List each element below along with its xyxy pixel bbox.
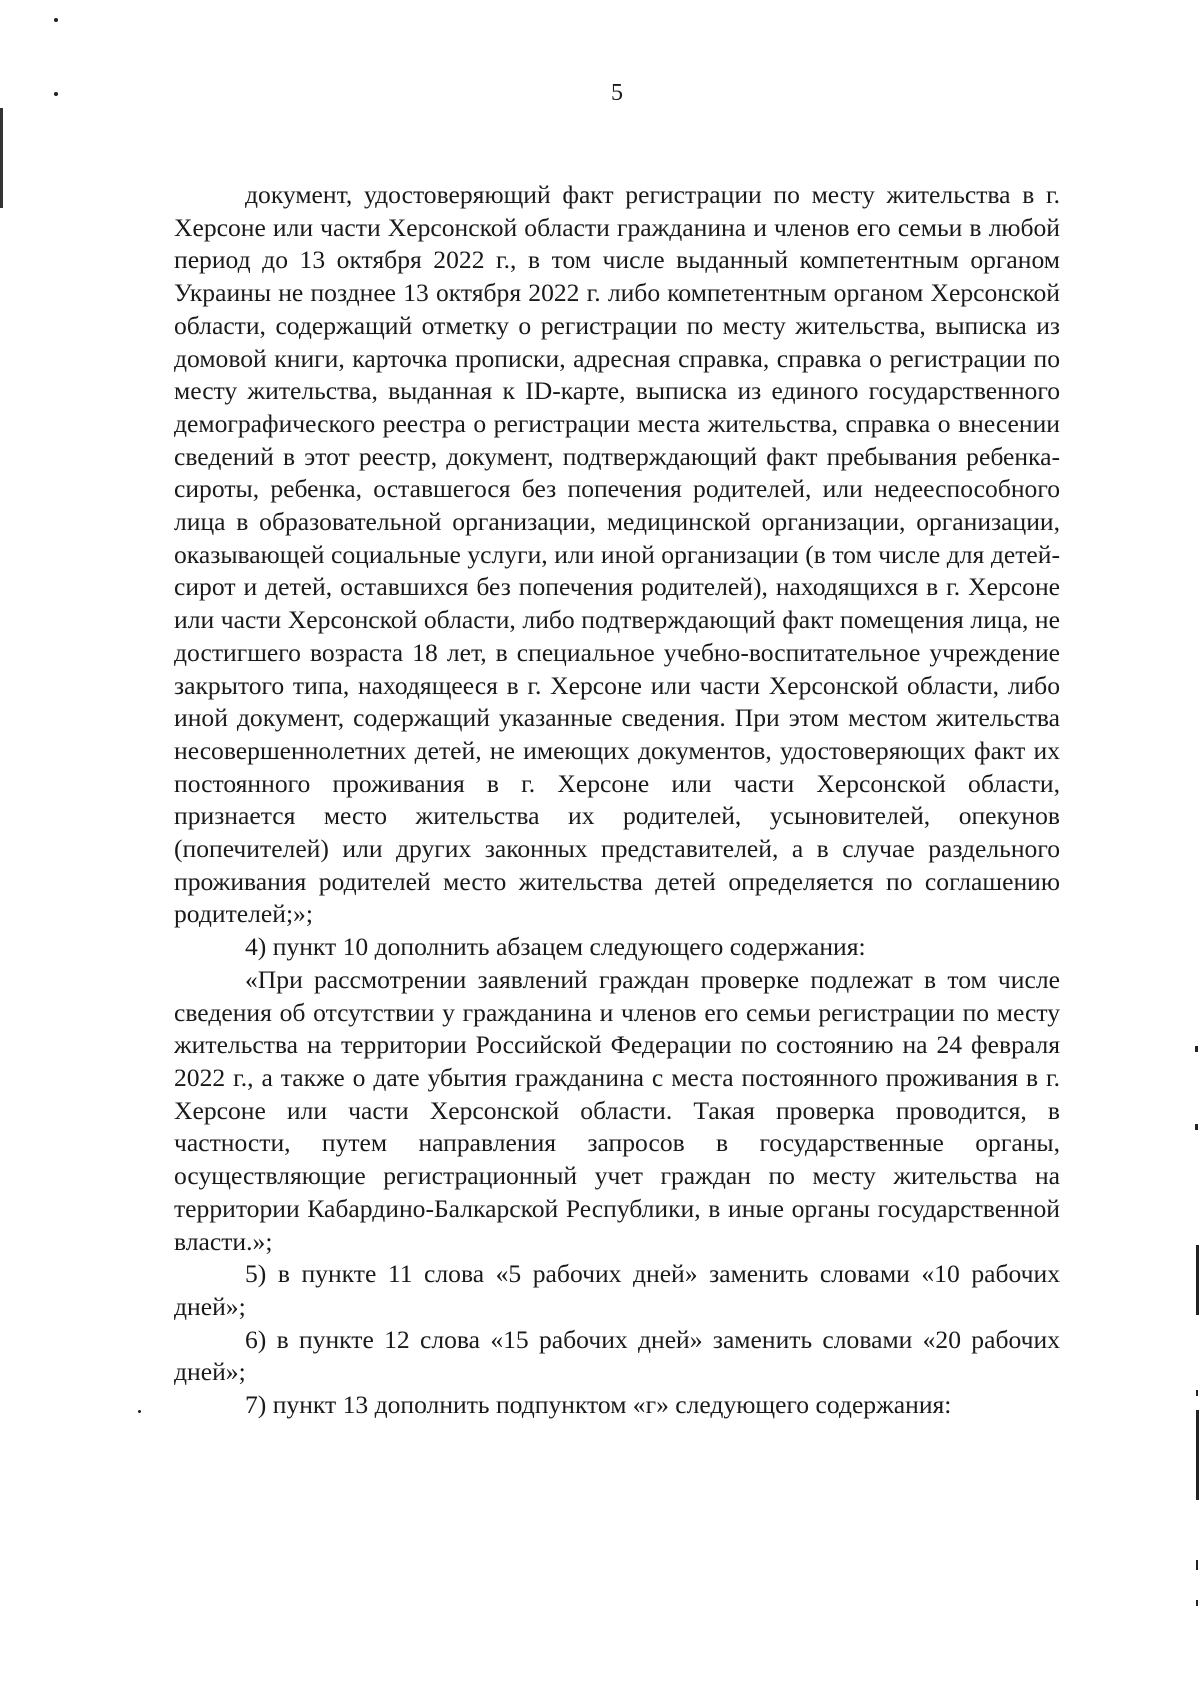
- document-body: [174, 179, 1060, 1422]
- scan-mark: [1196, 1560, 1198, 1570]
- scan-mark: [138, 1410, 141, 1413]
- paragraph-item-4: 4) пункт 10 дополнить абзацем следующего содержания:: [245, 932, 866, 962]
- scan-mark: [1196, 1410, 1199, 1500]
- scan-mark: [1195, 1124, 1198, 1130]
- scan-mark: [1196, 1245, 1199, 1315]
- scan-mark: [1196, 1600, 1198, 1606]
- paragraph-verification: «При рассмотрении заявлений граждан проверке подлежат в том числе сведения об отсутствии у гражданина и членов его семьи регистрации по месту жительства на территории Российской Федерации по состоянию на 24 февраля 2022 г., а также о дате убытия гражданина с места постоянного проживания в г. Херсоне или части Херсонской области. Такая проверка проводится, в частности, путем направления запросов в государственные органы, осуществляющие регистрационный учет граждан по месту жительства на территории Кабардино-Балкарской Республики, в иные органы государственной власти.»;: [174, 964, 1060, 1256]
- paragraph-residence-document: документ, удостоверяющий факт регистрации по месту жительства в г. Херсоне или части Херсонской области гражданина и членов его семьи в любой период до 13 октября 2022 г., в том числе выданный компетентным органом Украины не позднее 13 октября 2022 г. либо компетентным органом Херсонской области, содержащий отметку о регистрации по месту жительства, выписка из домовой книги, карточка прописки, адресная справка, справка о регистрации по месту жительства, выданная к ID-карте, выписка из единого государственного демографического реестра о регистрации места жительства, справка о внесении сведений в этот реестр, документ, подтверждающий факт пребывания ребенка-сироты, ребенка, оставшегося без попечения родителей, или недееспособного лица в образовательной организации, медицинской организации, организации, оказывающей социальные услуги, или иной организации (в том числе для детей-сирот и детей, оставшихся без попечения родителей), находящихся в г. Херсоне или части Херсонской области, либо подтверждающий факт помещения лица, не достигшего возраста 18 лет, в специальное учебно-воспитательное учреждение закрытого типа, находящееся в г. Херсоне или части Херсонской области, либо иной документ, содержащий указанные сведения. При этом местом жительства несовершеннолетних детей, не имеющих документов, удостоверяющих факт их постоянного проживания в г. Херсоне или части Херсонской области, признается место жительства их родителей, усыновителей, опекунов (попечителей) или других законных представителей, а в случае раздельного проживания родителей место жительства детей определяется по соглашению родителей;»;: [174, 180, 1060, 929]
- scan-mark: [54, 18, 58, 22]
- page-number: 5: [611, 80, 623, 106]
- paragraph-item-5: 5) в пункте 11 слова «5 рабочих дней» заменить словами «10 рабочих дней»;: [174, 1259, 1060, 1321]
- paragraph-item-7: 7) пункт 13 дополнить подпунктом «г» следующего содержания:: [245, 1390, 952, 1420]
- scan-mark: [0, 108, 3, 208]
- scan-mark: [1196, 1390, 1198, 1396]
- paragraph-item-6: 6) в пункте 12 слова «15 рабочих дней» заменить словами «20 рабочих дней»;: [174, 1324, 1060, 1387]
- scan-mark: [1195, 1046, 1198, 1052]
